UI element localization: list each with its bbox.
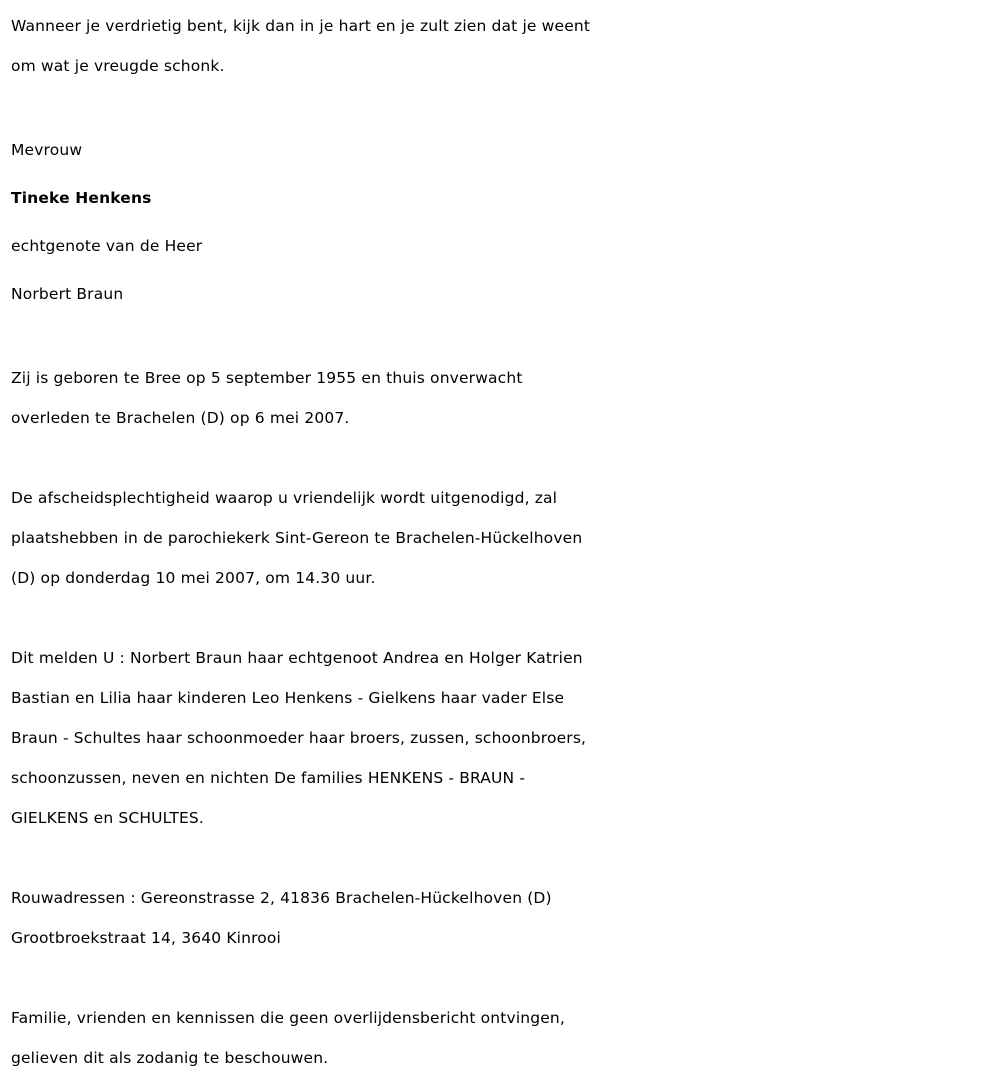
announcers-line: Braun - Schultes haar schoonmoeder haar broers, zussen, schoonbroers,: [11, 729, 587, 747]
paragraph-spacer: [11, 438, 996, 478]
birth-death-paragraph: [11, 358, 996, 438]
address-line: Grootbroekstraat 14, 3640 Kinrooi: [11, 929, 281, 947]
announcers-line: Bastian en Lilia haar kinderen Leo Henkens - Gielkens haar vader Else: [11, 689, 565, 707]
obituary-document: [11, 6, 996, 1078]
announcers-paragraph: [11, 638, 996, 838]
deceased-name: Tineke Henkens: [11, 189, 152, 207]
closing-paragraph: [11, 998, 996, 1078]
closing-line: Familie, vrienden en kennissen die geen overlijdensbericht ontvingen,: [11, 1009, 565, 1027]
ceremony-line: (D) op donderdag 10 mei 2007, om 14.30 uur.: [11, 569, 376, 587]
paragraph-spacer: [11, 958, 996, 998]
birth-death-line: Zij is geboren te Bree op 5 september 1955 en thuis onverwacht: [11, 369, 523, 387]
quote-line: om wat je vreugde schonk.: [11, 57, 225, 75]
addresses-paragraph: [11, 878, 996, 958]
paragraph-spacer: [11, 598, 996, 638]
relation-text: echtgenote van de Heer: [11, 237, 203, 255]
quote-line: Wanneer je verdrietig bent, kijk dan in je hart en je zult zien dat je weent: [11, 17, 591, 35]
quote-paragraph: [11, 6, 996, 86]
salutation: Mevrouw: [11, 141, 83, 159]
paragraph-spacer: [11, 86, 996, 126]
announcers-line: GIELKENS en SCHULTES.: [11, 809, 204, 827]
announcers-line: schoonzussen, neven en nichten De families HENKENS - BRAUN -: [11, 769, 526, 787]
ceremony-line: plaatshebben in de parochiekerk Sint-Gereon te Brachelen-Hückelhoven: [11, 529, 583, 547]
ceremony-paragraph: [11, 478, 996, 598]
closing-line: gelieven dit als zodanig te beschouwen.: [11, 1049, 329, 1067]
person-header: [11, 126, 996, 318]
paragraph-spacer: [11, 318, 996, 358]
ceremony-line: De afscheidsplechtigheid waarop u vriendelijk wordt uitgenodigd, zal: [11, 489, 558, 507]
paragraph-spacer: [11, 838, 996, 878]
address-line: Rouwadressen : Gereonstrasse 2, 41836 Brachelen-Hückelhoven (D): [11, 889, 552, 907]
spouse-name: Norbert Braun: [11, 285, 124, 303]
birth-death-line: overleden te Brachelen (D) op 6 mei 2007.: [11, 409, 350, 427]
announcers-line: Dit melden U : Norbert Braun haar echtgenoot Andrea en Holger Katrien: [11, 649, 583, 667]
